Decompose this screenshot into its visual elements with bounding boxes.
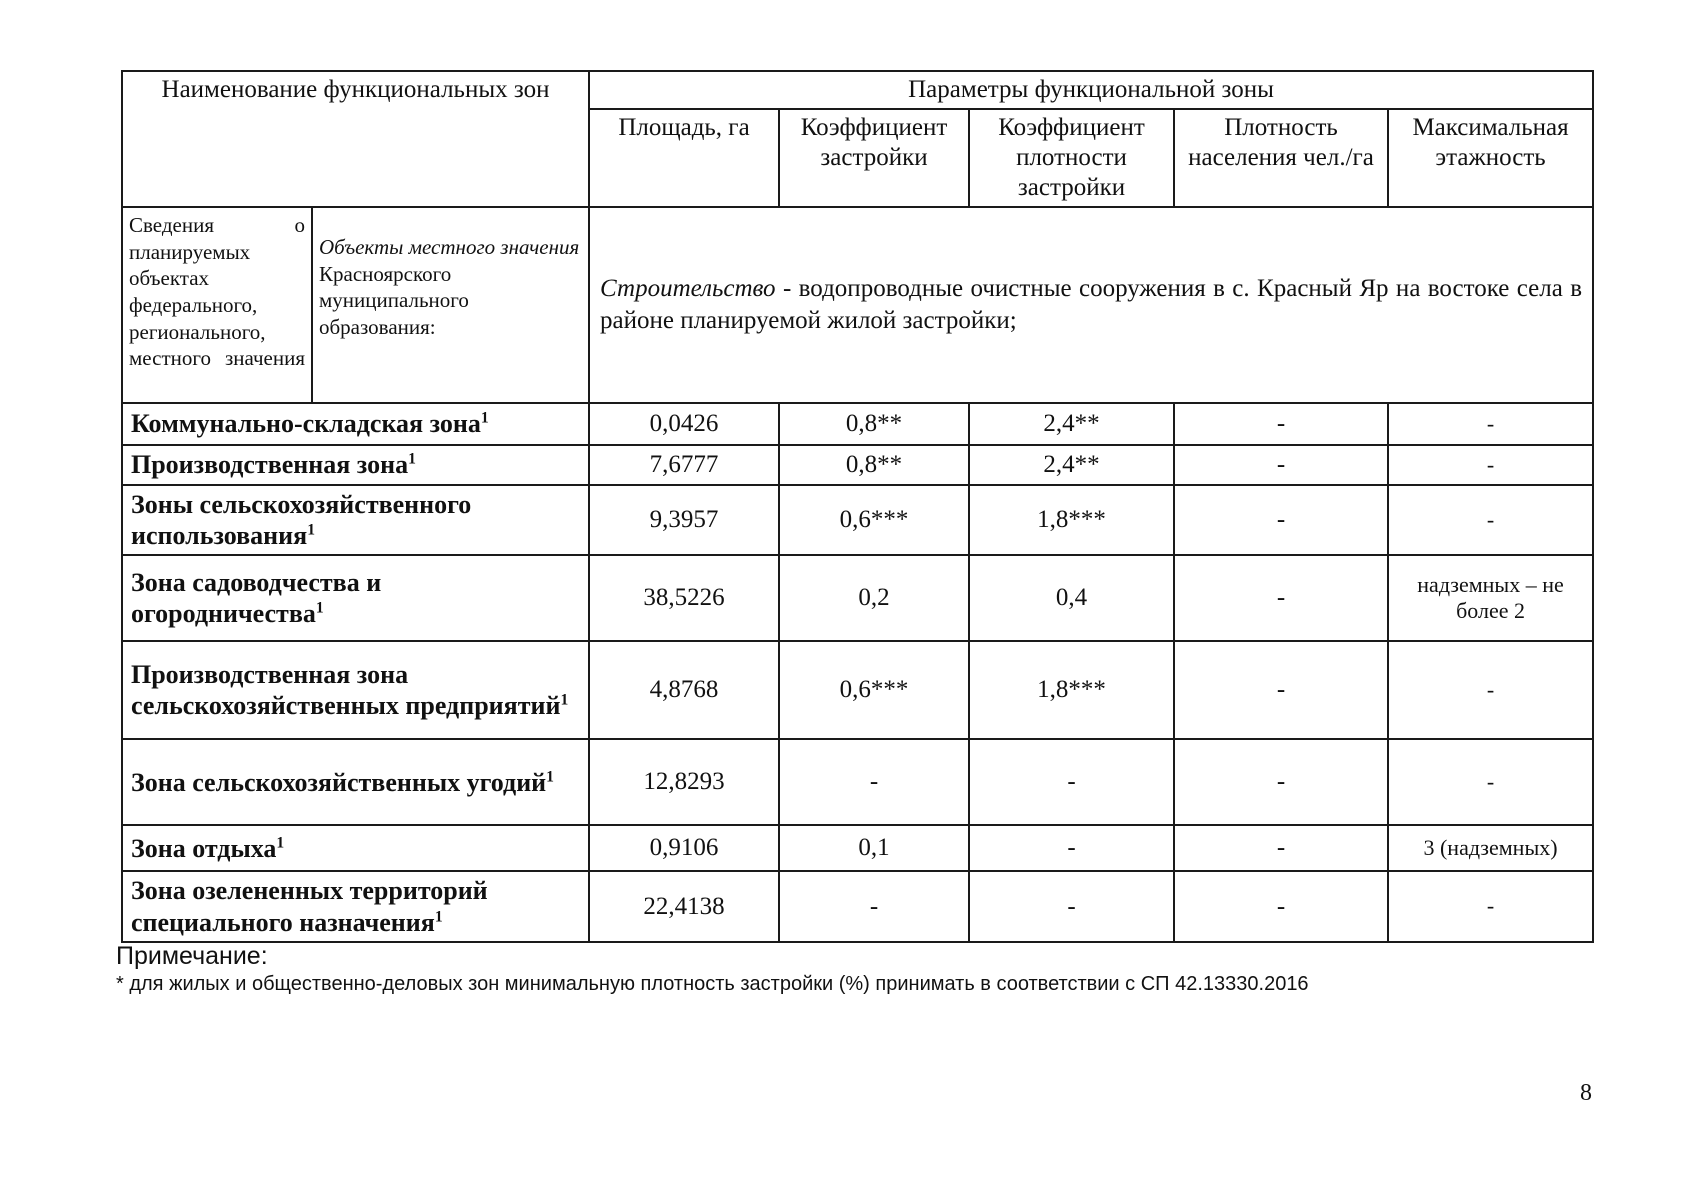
cell-k-build-value: - [869, 768, 879, 796]
cell-pop-density [1174, 555, 1388, 641]
zone-name: Зоны сельскохозяйственного использования [131, 490, 472, 551]
info-left-text: Сведения о планируемых объектах федерального, регионального, местного значения [129, 213, 305, 371]
cell-k-build [779, 739, 969, 825]
cell-k-density-value: 0,4 [1055, 584, 1088, 612]
zone-name-cell [122, 555, 589, 641]
info-build-text: - водопроводные очистные сооружения в с. Красный Яр на востоке села в районе планируемой жилой застройки; [600, 274, 1583, 334]
cell-max-floors [1388, 555, 1593, 641]
cell-k-build [779, 403, 969, 445]
cell-k-build-value: 0,2 [858, 584, 890, 612]
cell-k-build-value: - [869, 892, 879, 920]
zone-footnote-mark: 1 [480, 409, 489, 427]
zone-name-cell [122, 825, 589, 871]
cell-area-value: 12,8293 [643, 768, 725, 796]
cell-k-density-value: - [1067, 768, 1076, 796]
cell-k-build [779, 825, 969, 871]
cell-area [589, 825, 779, 871]
cell-pop-density [1174, 485, 1388, 555]
cell-pop-density [1174, 403, 1388, 445]
cell-max-floors-value: - [1486, 410, 1495, 436]
cell-max-floors [1388, 403, 1593, 445]
cell-pop-density-value: - [1276, 451, 1286, 478]
zone-footnote-mark: 1 [307, 521, 316, 539]
zone-name-header-text: Наименование функциональных зон [161, 76, 550, 103]
cell-k-build-value: 0,1 [858, 834, 890, 862]
cell-area [589, 445, 779, 485]
cell-max-floors [1388, 871, 1593, 941]
cell-k-density [969, 445, 1174, 485]
cell-k-build [779, 641, 969, 739]
page-number: 8 [1580, 1080, 1592, 1106]
zone-name: Зона отдыха [131, 833, 277, 863]
zone-name-cell [122, 445, 589, 485]
col-header-area [589, 109, 779, 207]
cell-max-floors [1388, 739, 1593, 825]
cell-pop-density-value: - [1276, 676, 1286, 704]
table-row [122, 555, 1593, 641]
cell-k-build-value: 0,6*** [839, 676, 909, 704]
cell-k-density-value: - [1067, 834, 1076, 862]
col-header-k-build [779, 109, 969, 207]
cell-pop-density-value: - [1276, 768, 1286, 796]
cell-area [589, 485, 779, 555]
zone-name-cell [122, 403, 589, 445]
cell-area-value: 38,5226 [643, 584, 725, 612]
cell-max-floors-value: 3 (надземных) [1423, 835, 1558, 861]
cell-area-value: 4,8768 [649, 676, 719, 704]
cell-k-build-value: 0,8** [845, 410, 903, 437]
col-header-k-density [969, 109, 1174, 207]
notes [116, 942, 1586, 996]
cell-area [589, 641, 779, 739]
zone-name: Производственная зона [131, 450, 409, 480]
cell-k-build [779, 871, 969, 941]
zones-table [121, 70, 1594, 943]
cell-max-floors-value: - [1486, 677, 1495, 703]
cell-k-density [969, 555, 1174, 641]
cell-k-density [969, 641, 1174, 739]
cell-pop-density [1174, 825, 1388, 871]
cell-max-floors [1388, 445, 1593, 485]
cell-pop-density-value: - [1276, 584, 1286, 612]
info-left-cell [122, 207, 312, 403]
params-header-text: Параметры функциональной зоны [908, 76, 1274, 103]
table-row [122, 871, 1593, 941]
zone-name-cell [122, 739, 589, 825]
cell-k-density [969, 871, 1174, 941]
cell-max-floors-value: - [1486, 893, 1495, 919]
cell-area-value: 22,4138 [643, 892, 725, 920]
cell-area-value: 0,9106 [649, 834, 719, 862]
params-header [589, 71, 1593, 109]
cell-max-floors-value: надземных – не более 2 [1417, 571, 1564, 624]
cell-area [589, 403, 779, 445]
cell-k-density [969, 403, 1174, 445]
table-row [122, 485, 1593, 555]
info-build-cell [589, 207, 1593, 403]
zone-name: Зона садоводчества и огородничества [131, 568, 382, 629]
table-row [122, 825, 1593, 871]
cell-k-density-value: - [1067, 892, 1076, 920]
cell-k-density [969, 825, 1174, 871]
col-header-area-text: Площадь, га [618, 114, 750, 141]
cell-area [589, 871, 779, 941]
col-header-pop-density-text: Плотность населения чел./га [1188, 114, 1374, 171]
cell-max-floors-value: - [1486, 506, 1495, 532]
info-middle-italic: Объекты местного значения [319, 235, 580, 259]
zone-name-cell [122, 485, 589, 555]
cell-k-build [779, 555, 969, 641]
cell-k-density-value: 1,8*** [1037, 676, 1106, 704]
col-header-k-density-text: Коэффициент плотности застройки [998, 114, 1145, 201]
cell-max-floors-value: - [1486, 451, 1495, 477]
cell-k-build [779, 445, 969, 485]
cell-k-density [969, 485, 1174, 555]
col-header-max-floors [1388, 109, 1593, 207]
cell-pop-density [1174, 445, 1388, 485]
cell-area [589, 555, 779, 641]
cell-k-build-value: 0,8** [845, 451, 903, 478]
cell-k-build [779, 485, 969, 555]
col-header-pop-density [1174, 109, 1388, 207]
zone-footnote-mark: 1 [408, 450, 416, 468]
notes-line-1: * для жилых и общественно-деловых зон минимальную плотность застройки (%) принимать в соответствии с СП 42.13330.2016 [116, 973, 1309, 995]
table-row [122, 739, 1593, 825]
zone-footnote-mark: 1 [546, 768, 554, 786]
zone-name: Производственная зона сельскохозяйственных предприятий [131, 660, 561, 721]
col-header-max-floors-text: Максимальная этажность [1412, 114, 1569, 171]
table-row [122, 445, 1593, 485]
cell-pop-density [1174, 641, 1388, 739]
cell-k-build-value: 0,6*** [839, 506, 909, 534]
cell-pop-density [1174, 739, 1388, 825]
cell-area-value: 7,6777 [649, 451, 719, 478]
zone-footnote-mark: 1 [276, 834, 285, 852]
col-header-k-build-text: Коэффициент застройки [800, 114, 948, 171]
cell-area-value: 0,0426 [649, 410, 719, 437]
cell-pop-density-value: - [1276, 834, 1286, 862]
info-middle-rest: Красноярского муниципального образования: [319, 261, 469, 339]
cell-area [589, 739, 779, 825]
notes-title: Примечание: [116, 942, 268, 970]
cell-k-density-value: 2,4** [1043, 451, 1100, 478]
cell-k-density-value: 2,4** [1043, 410, 1100, 437]
zone-name-cell [122, 641, 589, 739]
zone-footnote-mark: 1 [560, 691, 569, 709]
cell-max-floors [1388, 641, 1593, 739]
zone-footnote-mark: 1 [315, 599, 324, 617]
zone-name: Коммунально-складская зона [131, 409, 481, 439]
cell-area-value: 9,3957 [649, 506, 719, 534]
info-row [122, 207, 1593, 403]
cell-k-density [969, 739, 1174, 825]
info-middle-cell [312, 207, 589, 403]
cell-pop-density-value: - [1276, 506, 1286, 534]
header-row-1 [122, 71, 1593, 109]
cell-pop-density-value: - [1276, 410, 1286, 437]
table-row [122, 403, 1593, 445]
zone-name-header [122, 71, 589, 207]
table-row [122, 641, 1593, 739]
zone-name-cell [122, 871, 589, 941]
zone-name: Зона озелененных территорий специального назначения [131, 876, 488, 937]
cell-max-floors-value: - [1486, 769, 1495, 795]
info-build-italic: Строительство [600, 274, 776, 302]
cell-k-density-value: 1,8*** [1037, 506, 1106, 534]
cell-pop-density [1174, 871, 1388, 941]
zone-name: Зона сельскохозяйственных угодий [131, 767, 547, 797]
cell-max-floors [1388, 485, 1593, 555]
zone-footnote-mark: 1 [434, 907, 443, 925]
cell-max-floors [1388, 825, 1593, 871]
cell-pop-density-value: - [1276, 892, 1286, 920]
